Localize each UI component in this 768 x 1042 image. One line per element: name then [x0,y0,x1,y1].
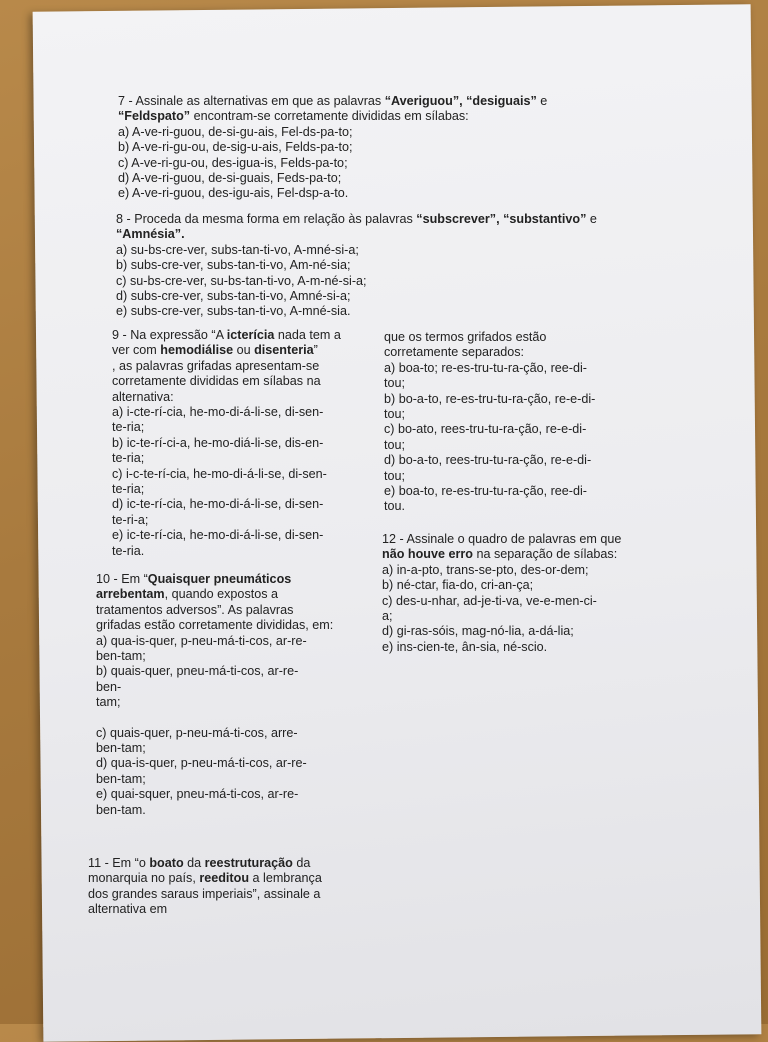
q11-text: da [183,856,205,870]
q9-option-c: c) i-c-te-rí-cia, he-mo-di-á-li-se, di-sen- te-ria; [112,466,327,497]
q11-option-a: a) boa-to; re-es-tru-tu-ra-ção, ree-di- tou; [384,360,587,391]
q8-bold-words: “subscrever”, “substantivo” [416,212,587,226]
q7-option-d: d) A-ve-ri-guou, de-si-guais, Feds-pa-to; [118,171,342,186]
blank-line [96,711,336,726]
q11-text: 11 - Em “o [88,856,150,870]
q12-text: na separação de sílabas: [472,547,618,562]
q11-statement-continued: que os termos grifados estão corretamente separados: [384,330,547,360]
q7-option-e: e) A-ve-ri-guou, des-igu-ais, Fel-dsp-a-to. [118,186,349,201]
q10-option-c: c) quais-quer, p-neu-má-ti-cos, arre- ben-tam; [96,725,298,756]
q8-option-c: c) su-bs-cre-ver, su-bs-tan-ti-vo, A-m-né-si-a; [116,273,367,288]
q8-option-b: b) subs-cre-ver, subs-tan-ti-vo, Am-né-sia; [116,258,351,273]
question-7-statement [118,94,588,125]
question-11-continued [384,330,624,515]
q7-bold-words: “Averiguou”, “desiguais” [384,94,537,108]
q12-option-a: a) in-a-pto, trans-se-pto, des-or-dem; [382,562,589,577]
q10-option-b: b) quais-quer, pneu-má-ti-cos, ar-re- ben- tam; [96,664,299,710]
q8-option-a: a) su-bs-cre-ver, subs-tan-ti-vo, A-mné-si-a; [116,242,359,257]
question-10 [96,572,336,818]
q9-option-b: b) ic-te-rí-ci-a, he-mo-diá-li-se, dis-en- te-ria; [112,435,324,466]
question-11 [88,856,328,918]
q12-option-e: e) ins-cien-te, ân-sia, né-scio. [382,639,548,654]
q8-bold-words: “Amnésia”. [116,227,185,242]
q9-text: ou [233,343,255,358]
q7-option-a: a) A-ve-ri-guou, de-si-gu-ais, Fel-ds-pa-to; [118,124,353,139]
q7-option-c: c) A-ve-ri-gu-ou, des-igua-is, Felds-pa-to; [118,155,348,170]
q11-bold-word: reestruturação [204,856,293,870]
q11-option-c: c) bo-ato, rees-tru-tu-ra-ção, re-e-di- tou; [384,422,587,452]
q12-bold-words: não houve erro [382,547,473,562]
q9-text: nada tem a ver com [112,328,341,358]
question-12-statement [382,532,622,563]
q11-option-e: e) boa-to, re-es-tru-tu-ra-ção, ree-di- tou. [384,484,587,514]
question-8-statement [116,212,636,243]
q8-text: e [586,212,597,226]
q9-bold-word: icterícia [226,328,275,342]
q10-option-e: e) quai-squer, pneu-má-ti-cos, ar-re- ben-tam. [96,787,299,817]
q11-bold-word: boato [149,856,184,870]
q11-text: a lembrança dos grandes saraus imperiais”, assinale a alternativa em [88,871,322,917]
q7-option-b: b) A-ve-ri-gu-ou, de-sig-u-ais, Felds-pa-to; [118,140,353,155]
question-12 [382,532,622,655]
q12-option-c: c) des-u-nhar, ad-je-ti-va, ve-e-men-ci- a; [382,593,597,624]
question-8 [116,212,636,320]
q10-bold-words: Quaisquer pneumáticos arrebentam [96,572,292,602]
question-11-statement [88,856,328,918]
q10-text: 10 - Em “ [96,572,148,586]
question-10-statement [96,572,336,634]
q7-text: e [536,94,548,108]
q12-option-d: d) gi-ras-sóis, mag-nó-lia, a-dá-lia; [382,624,574,639]
q9-bold-word: hemodiálise [160,343,234,358]
q7-bold-words: “Feldspato” [118,109,191,124]
q9-option-a: a) i-cte-rí-cia, he-mo-di-á-li-se, di-sen- te-ria; [112,405,324,435]
question-9-statement [112,328,344,405]
q9-option-e: e) ic-te-rí-cia, he-mo-di-á-li-se, di-sen- te-ria. [112,528,324,558]
q9-text: ” , as palavras grifadas apresentam-se corretamente divididas em sílabas na alternativa: [112,343,321,404]
q11-bold-word: reeditou [199,871,250,886]
q11-option-b: b) bo-a-to, re-es-tru-tu-ra-ção, re-e-di- tou; [384,391,596,422]
q11-option-d: d) bo-a-to, rees-tru-tu-ra-ção, re-e-di- tou; [384,453,592,483]
question-7 [118,94,588,202]
q10-option-a: a) qua-is-quer, p-neu-má-ti-cos, ar-re- ben-tam; [96,633,307,664]
q10-text: , quando expostos a tratamentos adversos”. As palavras grifadas estão corretamente divididas, em: [96,587,334,633]
q8-option-d: d) subs-cre-ver, subs-tan-ti-vo, Amné-si-a; [116,289,351,304]
q9-option-d: d) ic-te-rí-cia, he-mo-di-á-li-se, di-sen- te-ri-a; [112,497,324,527]
q7-text: 7 - Assinale as alternativas em que as palavras [118,94,385,108]
q10-option-d: d) qua-is-quer, p-neu-má-ti-cos, ar-re- ben-tam; [96,756,307,786]
q9-text: 9 - Na expressão “A [112,328,227,342]
q12-text: 12 - Assinale o quadro de palavras em que [382,532,622,546]
q9-bold-word: disenteria [254,343,314,358]
q11-text: da monarquia no país, [88,856,311,886]
question-9 [112,328,344,559]
q8-text: 8 - Proceda da mesma forma em relação às palavras [116,212,417,226]
q8-option-e: e) subs-cre-ver, subs-tan-ti-vo, A-mné-sia. [116,304,351,319]
q12-option-b: b) né-ctar, fia-do, cri-an-ça; [382,578,534,593]
q7-text: encontram-se corretamente divididas em sílabas: [190,109,469,124]
